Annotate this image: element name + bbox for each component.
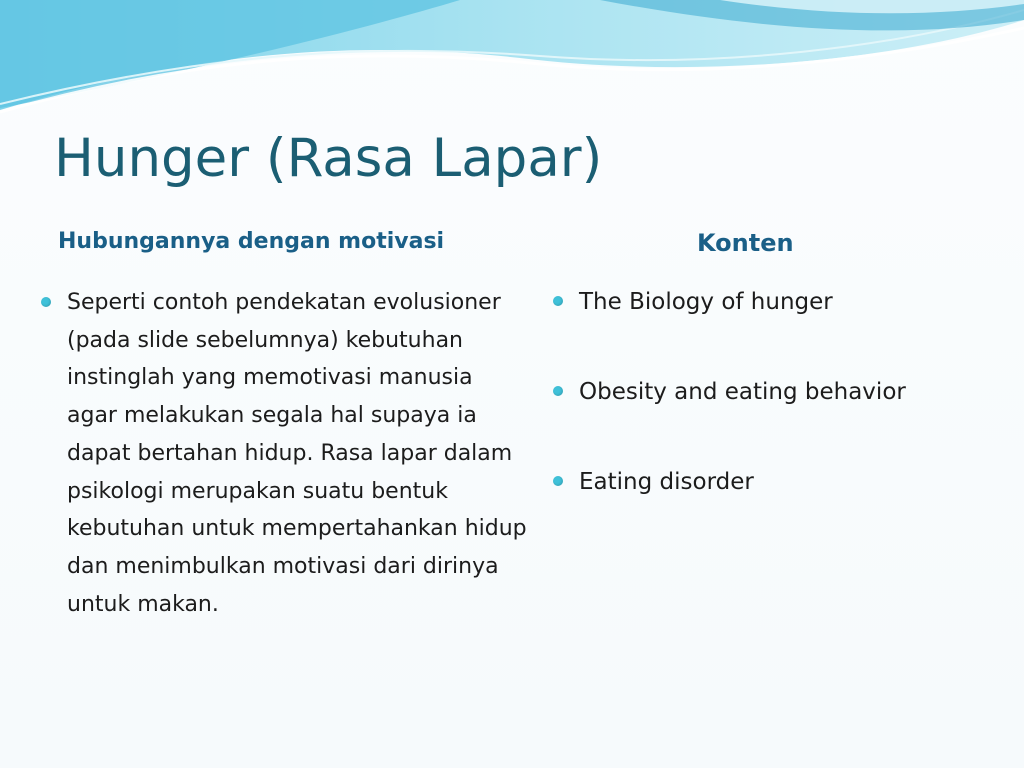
list-item-text: Seperti contoh pendekatan evolusioner (pada slide sebelumnya) kebutuhan instinglah yang memotivasi manusia agar melakukan segala hal supaya ia dapat bertahan hidup. Rasa lapar dalam psikologi merupakan suatu bentuk kebutuhan untuk mempertahankan hidup dan menimbulkan motivasi dari dirinya untuk makan. [67, 290, 527, 617]
right-bullet-list [549, 284, 1009, 554]
left-bullet-list [37, 284, 527, 623]
bullet-icon [41, 297, 51, 307]
slide-title: Hunger (Rasa Lapar) [54, 128, 603, 189]
bullet-icon [553, 296, 563, 306]
list-item [37, 284, 527, 623]
list-item [549, 374, 1009, 410]
right-column-heading: Konten [697, 229, 794, 257]
header-wave-decoration [0, 0, 1024, 130]
bullet-icon [553, 386, 563, 396]
left-column-heading: Hubungannya dengan motivasi [58, 229, 445, 254]
list-item-text: Eating disorder [579, 469, 754, 495]
list-item [549, 284, 1009, 320]
list-item-text: The Biology of hunger [579, 289, 833, 315]
list-item-text: Obesity and eating behavior [579, 379, 906, 405]
bullet-icon [553, 476, 563, 486]
list-item [549, 464, 1009, 500]
